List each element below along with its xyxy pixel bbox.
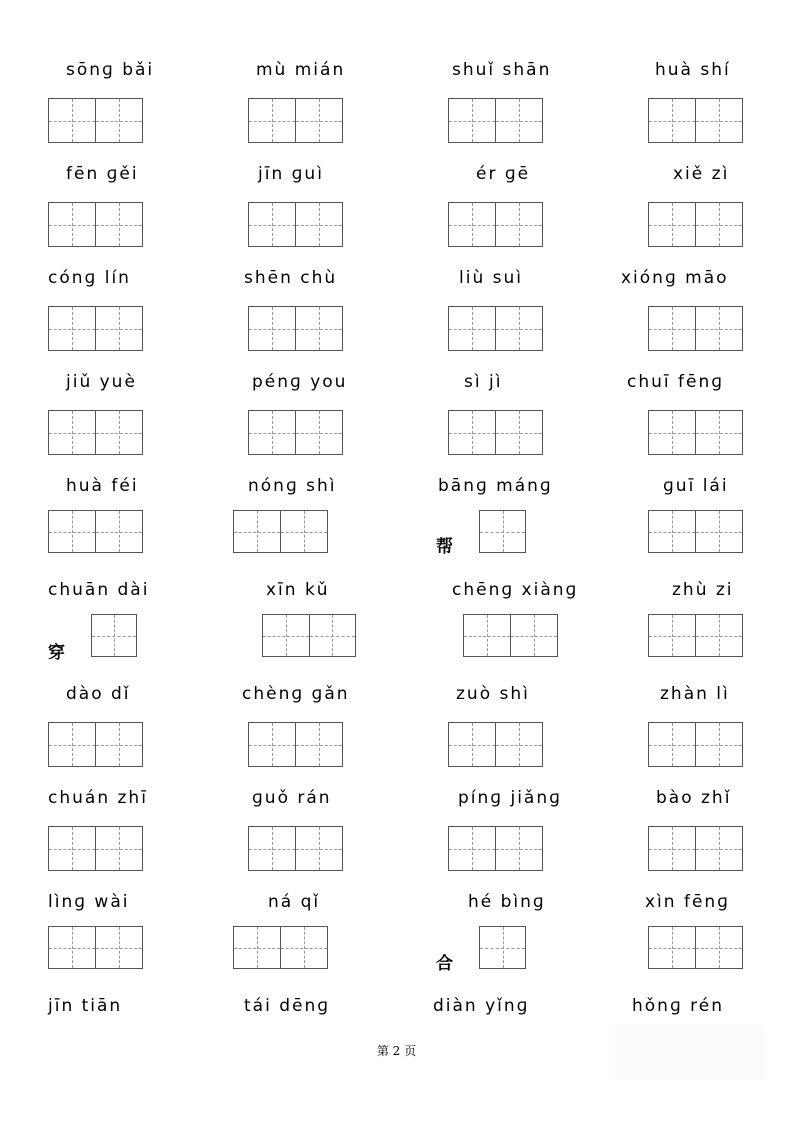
writing-grid[interactable] bbox=[448, 306, 543, 351]
pinyin-label: huà shí bbox=[655, 60, 731, 80]
writing-grid[interactable] bbox=[48, 722, 143, 767]
writing-grid[interactable] bbox=[248, 202, 343, 247]
pinyin-label: mù mián bbox=[256, 60, 346, 80]
writing-grid[interactable] bbox=[448, 826, 543, 871]
pinyin-label: bānɡ mánɡ bbox=[438, 476, 553, 496]
writing-grid[interactable] bbox=[48, 826, 143, 871]
writing-grid-single[interactable] bbox=[479, 926, 526, 969]
writing-grid[interactable] bbox=[448, 202, 543, 247]
pinyin-label: chènɡ ɡǎn bbox=[242, 684, 350, 704]
writing-grid[interactable] bbox=[248, 826, 343, 871]
writing-grid[interactable] bbox=[648, 510, 743, 553]
pinyin-label: jīn tiān bbox=[48, 996, 123, 1016]
writing-grid[interactable] bbox=[233, 510, 328, 553]
pinyin-label: liù suì bbox=[459, 268, 523, 288]
writing-grid[interactable] bbox=[648, 202, 743, 247]
pinyin-label: zuò shì bbox=[456, 684, 530, 704]
pinyin-label: zhàn lì bbox=[660, 684, 730, 704]
writing-grid[interactable] bbox=[248, 410, 343, 455]
writing-grid[interactable] bbox=[463, 614, 558, 657]
writing-grid[interactable] bbox=[448, 410, 543, 455]
writing-grid[interactable] bbox=[48, 202, 143, 247]
filled-character: 穿 bbox=[48, 643, 65, 663]
writing-grid[interactable] bbox=[248, 306, 343, 351]
page-number: 第 2 页 bbox=[376, 1044, 417, 1058]
pinyin-label: tái dēnɡ bbox=[244, 996, 331, 1016]
writing-grid[interactable] bbox=[648, 826, 743, 871]
pinyin-label: cónɡ lín bbox=[48, 268, 131, 288]
filled-character: 帮 bbox=[436, 537, 453, 557]
pinyin-label: lìnɡ wài bbox=[48, 892, 130, 912]
pinyin-label: sōnɡ bǎi bbox=[66, 60, 155, 80]
pinyin-label: ɡuǒ rán bbox=[252, 788, 332, 808]
pinyin-label: shēn chù bbox=[244, 268, 338, 288]
writing-grid[interactable] bbox=[262, 614, 356, 657]
pinyin-label: shuǐ shān bbox=[452, 60, 552, 80]
pinyin-label: chuán zhī bbox=[48, 788, 148, 808]
pinyin-label: jiǔ yuè bbox=[66, 372, 137, 392]
pinyin-label: pínɡ jiǎnɡ bbox=[458, 788, 562, 808]
pinyin-label: huà féi bbox=[66, 476, 139, 496]
pinyin-label: hé bìnɡ bbox=[468, 892, 546, 912]
writing-grid[interactable] bbox=[648, 98, 743, 143]
writing-grid[interactable] bbox=[448, 722, 543, 767]
writing-grid[interactable] bbox=[648, 926, 743, 969]
pinyin-label: zhù zi bbox=[672, 580, 734, 600]
writing-grid[interactable] bbox=[248, 722, 343, 767]
writing-grid[interactable] bbox=[648, 410, 743, 455]
writing-grid[interactable] bbox=[648, 722, 743, 767]
pinyin-label: jīn ɡuì bbox=[258, 164, 324, 184]
pinyin-label: dào dǐ bbox=[66, 684, 131, 704]
pinyin-label: xīn kǔ bbox=[266, 580, 330, 600]
pinyin-label: sì jì bbox=[464, 372, 503, 392]
writing-grid-single[interactable] bbox=[479, 510, 526, 553]
pinyin-label: fēn ɡěi bbox=[66, 164, 139, 184]
writing-grid[interactable] bbox=[48, 410, 143, 455]
pinyin-label: xiónɡ māo bbox=[621, 268, 729, 288]
writing-grid[interactable] bbox=[648, 306, 743, 351]
writing-grid[interactable] bbox=[233, 926, 328, 969]
pinyin-label: chēnɡ xiànɡ bbox=[452, 580, 579, 600]
pinyin-label: xìn fēnɡ bbox=[645, 892, 730, 912]
pinyin-label: chuī fēnɡ bbox=[627, 372, 725, 392]
writing-grid[interactable] bbox=[248, 98, 343, 143]
writing-grid[interactable] bbox=[448, 98, 543, 143]
pinyin-label: diàn yǐnɡ bbox=[433, 996, 530, 1016]
pinyin-label: hǒnɡ rén bbox=[632, 996, 724, 1016]
pinyin-label: chuān dài bbox=[48, 580, 150, 600]
writing-grid[interactable] bbox=[48, 510, 143, 553]
pinyin-label: xiě zì bbox=[673, 164, 730, 184]
writing-grid[interactable] bbox=[48, 306, 143, 351]
writing-grid[interactable] bbox=[48, 926, 143, 969]
pinyin-label: nónɡ shì bbox=[248, 476, 337, 496]
pinyin-label: bào zhǐ bbox=[656, 788, 732, 808]
pinyin-label: pénɡ you bbox=[252, 372, 348, 392]
pinyin-label: ná qǐ bbox=[268, 892, 321, 912]
writing-grid[interactable] bbox=[48, 98, 143, 143]
writing-grid[interactable] bbox=[648, 614, 743, 657]
pinyin-label: ɡuī lái bbox=[663, 476, 729, 496]
pinyin-label: ér ɡē bbox=[476, 164, 531, 184]
writing-grid-single[interactable] bbox=[91, 614, 137, 657]
filled-character: 合 bbox=[436, 954, 453, 974]
